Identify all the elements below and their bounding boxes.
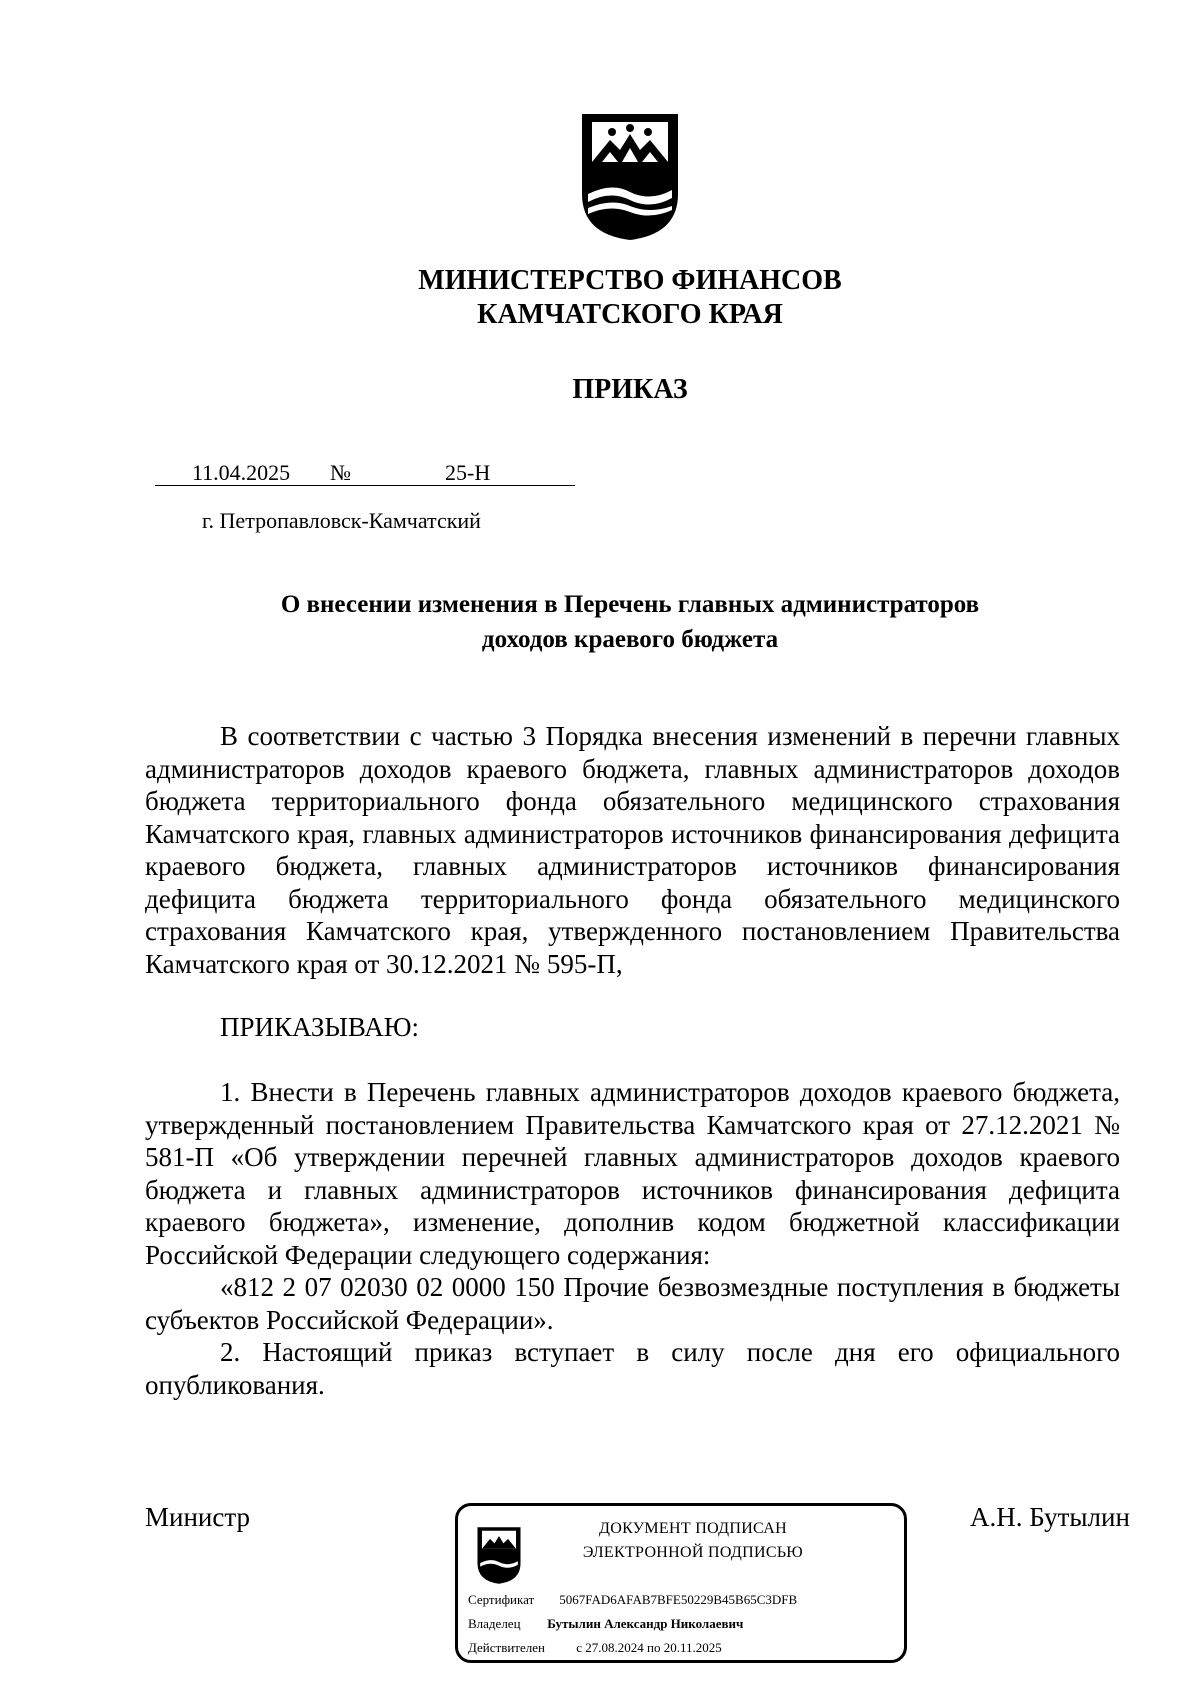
item1-text: 1. Внести в Перечень главных администраторов доходов краевого бюджета, утвержденный постановлением Правительства Камчатского края от 27.12.2021 № 581-П «Об утверждении перечней главных администраторов доходов краевого бюджета и главных администраторов источников финансирования дефицита краевого бюджета», изменение, дополнив кодом бюджетной классификации Российской Федерации следующего содержания: — [145, 1077, 1120, 1270]
city: г. Петропавловск-Камчатский — [202, 508, 481, 533]
preamble-paragraph — [145, 720, 1120, 980]
order-date: 11.04.2025 — [192, 460, 291, 485]
owner-label: Владелец — [468, 1616, 521, 1631]
stamp-certificate-row — [468, 1592, 797, 1608]
coat-of-arms-icon — [572, 110, 688, 242]
signer-position: Министр — [145, 1502, 250, 1532]
stamp-title-line1: ДОКУМЕНТ ПОДПИСАН — [599, 1520, 787, 1537]
stamp-emblem-icon — [473, 1524, 525, 1586]
date-number-line — [155, 461, 575, 486]
valid-value: с 27.08.2024 по 20.11.2025 — [576, 1640, 722, 1655]
item1-paragraph — [145, 1076, 1120, 1401]
item2-text: 2. Настоящий приказ вступает в силу после дня его официального опубликования. — [145, 1337, 1120, 1400]
order-number: 25-Н — [445, 460, 491, 485]
signer-name: А.Н. Бутылин — [970, 1502, 1130, 1532]
number-sign: № — [330, 460, 351, 485]
stamp-title-line2: ЭЛЕКТРОННОЙ ПОДПИСЬЮ — [582, 1544, 804, 1561]
cert-value: 5067FAD6AFAB7BFE50229B45B65C3DFB — [559, 1592, 798, 1607]
subject-line1: О внесении изменения в Перечень главных администраторов — [280, 591, 980, 618]
order-subject — [0, 587, 1200, 657]
preamble-text: В соответствии с частью 3 Порядка внесения изменений в перечни главных администраторов доходов краевого бюджета, главных администраторов доходов бюджета территориального фонда обязательного медицинского страхования Камчатского края, главных администраторов источников финансирования дефицита краевого бюджета, главных администраторов источников финансирования дефицита бюджета территориального фонда обязательного медицинского страхования Камчатского края, утвержденного постановлением Правительства Камчатского края от 30.12.2021 № 595-П, — [145, 721, 1120, 979]
subject-line2: доходов краевого бюджета — [481, 626, 779, 653]
stamp-owner-row — [468, 1616, 743, 1632]
orders-word: ПРИКАЗЫВАЮ: — [220, 1012, 419, 1042]
ministry-name — [0, 264, 1200, 332]
cert-label: Сертификат — [468, 1592, 535, 1607]
owner-value: Бутылин Александр Николаевич — [547, 1616, 744, 1631]
electronic-signature-stamp — [455, 1503, 907, 1663]
valid-label: Действителен — [468, 1640, 545, 1655]
stamp-validity-row — [468, 1640, 722, 1656]
item1-code-text: «812 2 07 02030 02 0000 150 Прочие безвозмездные поступления в бюджеты субъектов Российской Федерации». — [145, 1272, 1120, 1335]
document-type: ПРИКАЗ — [572, 374, 688, 405]
ministry-line1: МИНИСТЕРСТВО ФИНАНСОВ — [418, 265, 842, 296]
ministry-line2: КАМЧАТСКОГО КРАЯ — [477, 299, 783, 330]
